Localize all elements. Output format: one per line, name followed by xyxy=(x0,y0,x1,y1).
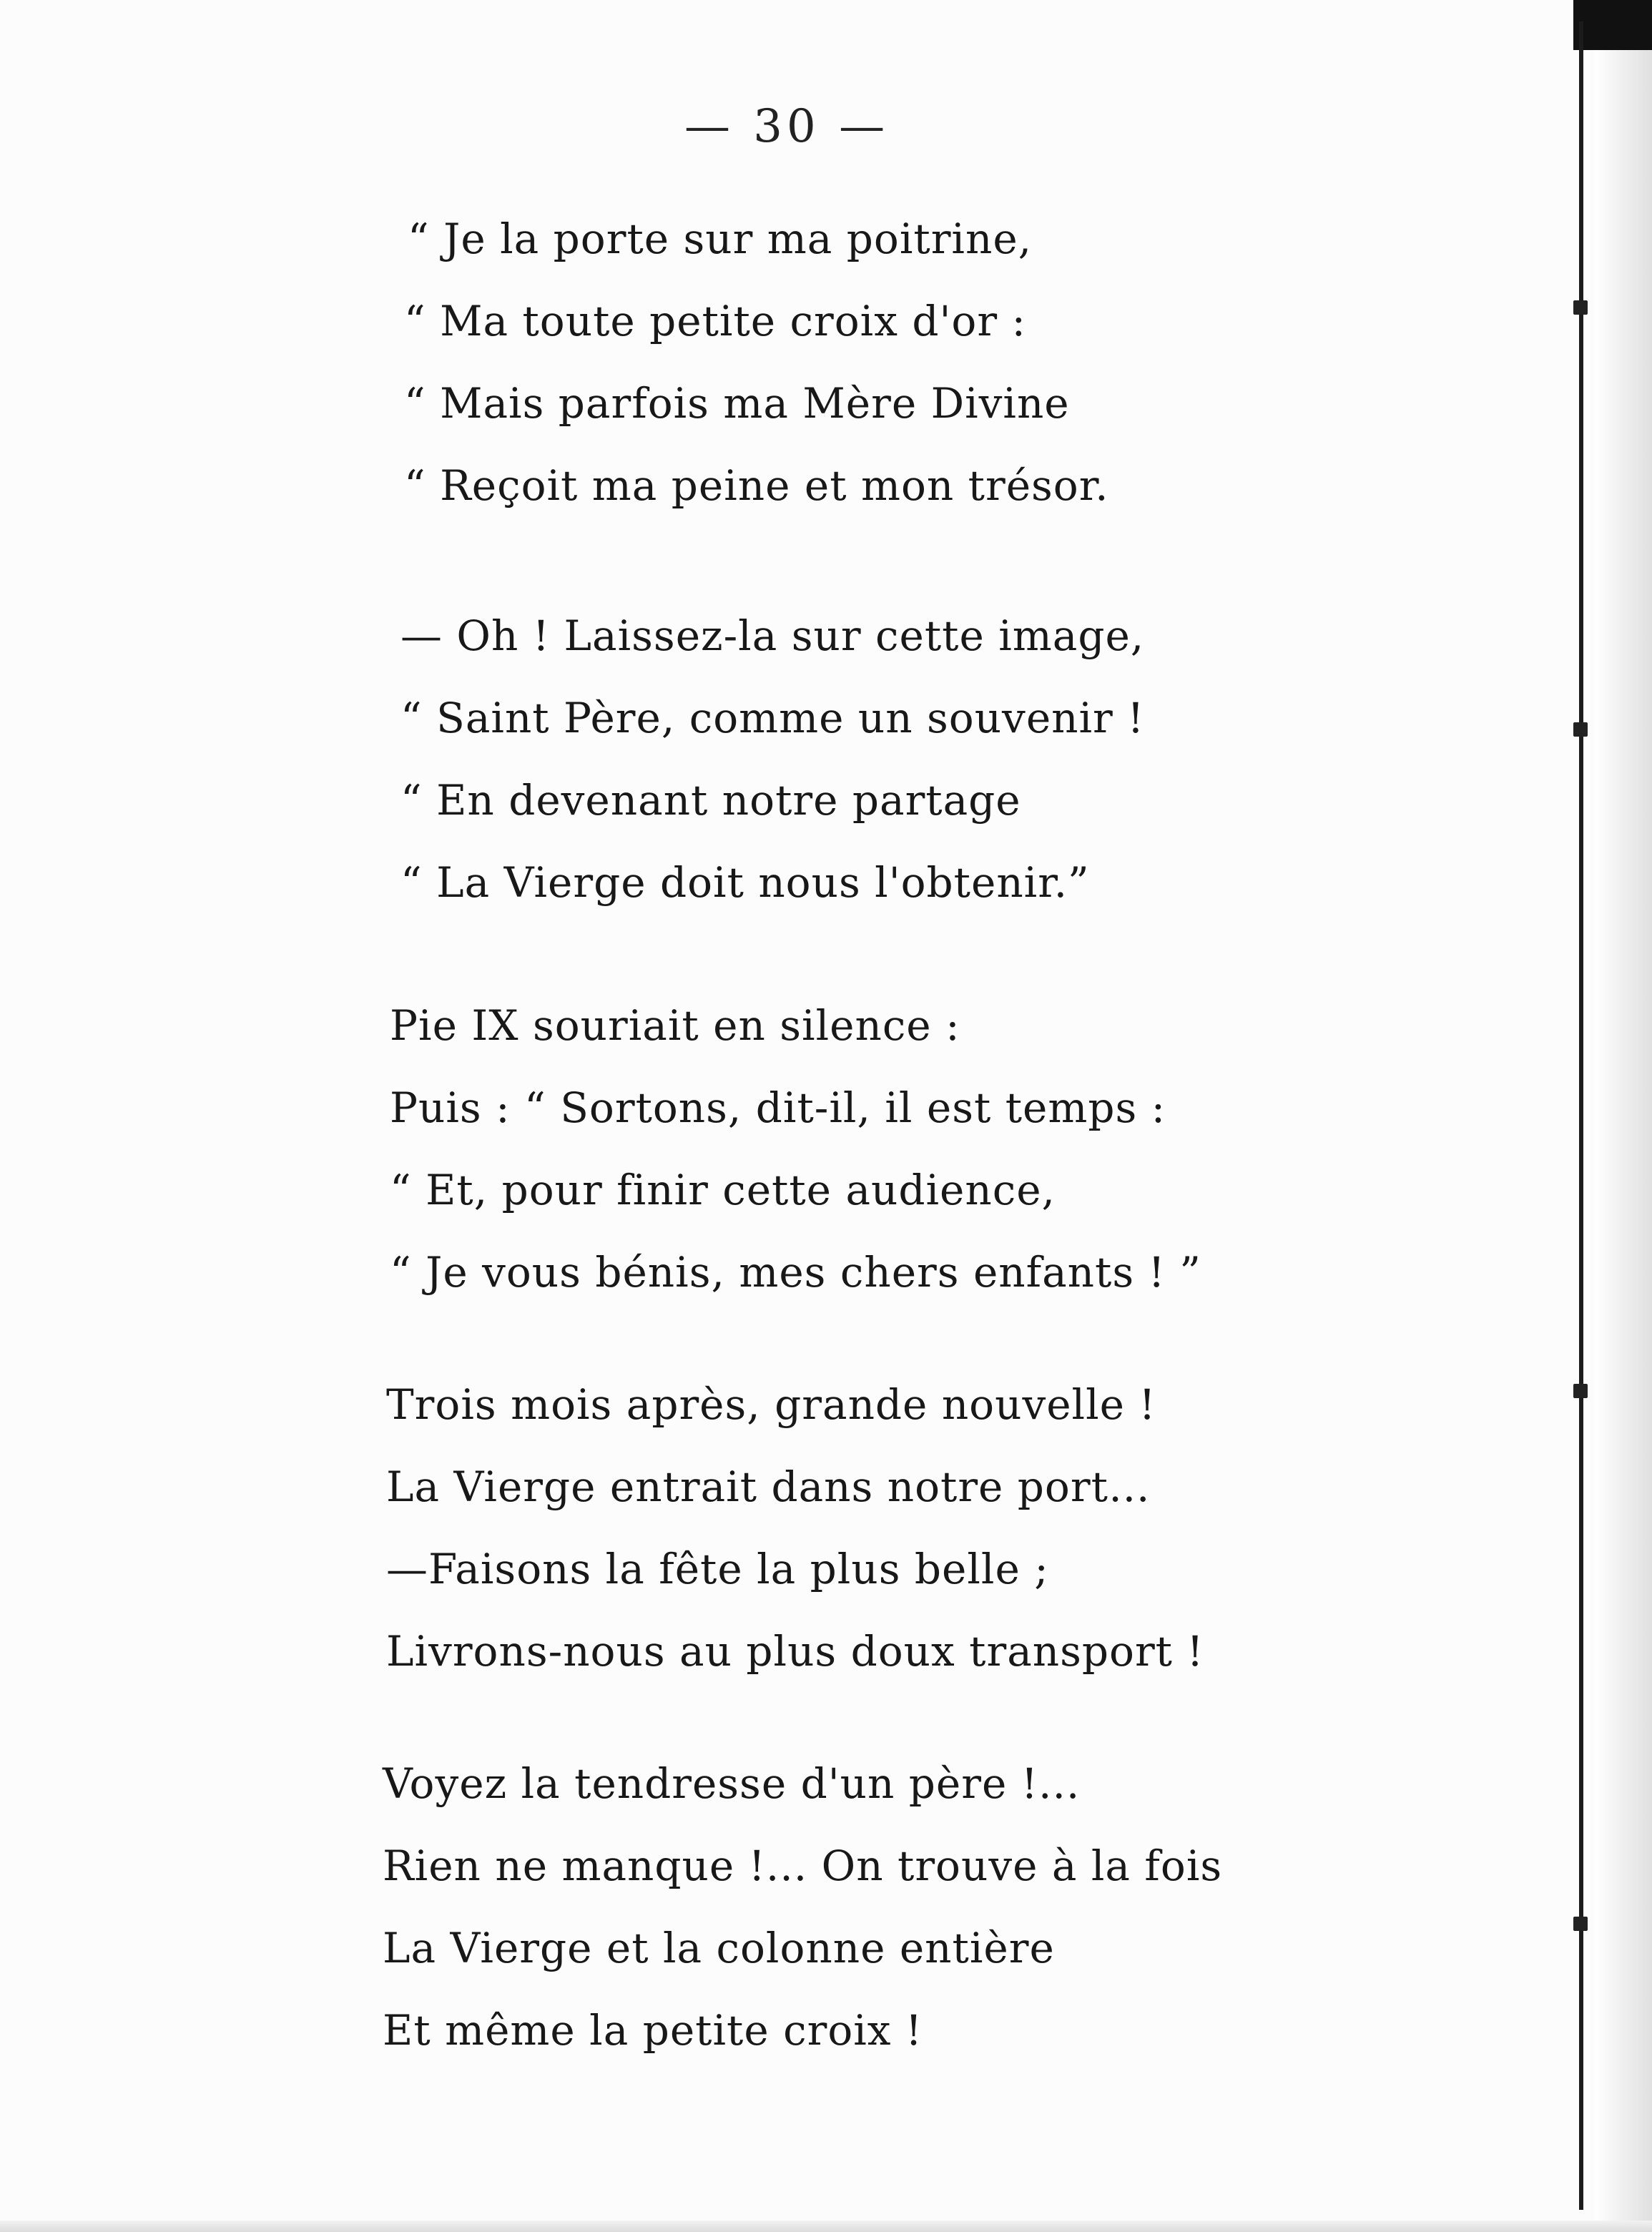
page-number: — 30 — xyxy=(684,100,890,153)
verse-line: Pie IX souriait en silence : xyxy=(390,1001,960,1050)
verse-line: La Vierge entrait dans notre port… xyxy=(386,1462,1151,1511)
verse-line: “ Saint Père, comme un souvenir ! xyxy=(400,694,1145,742)
verse-line: “ Je vous bénis, mes chers enfants ! ” xyxy=(390,1248,1201,1297)
verse-line: — Oh ! Laissez-la sur cette image, xyxy=(400,611,1145,660)
verse-line: Et même la petite croix ! xyxy=(383,2006,923,2055)
verse-line: —Faisons la fête la plus belle ; xyxy=(386,1545,1049,1593)
margin-mark xyxy=(1573,1384,1588,1398)
verse-line: Puis : “ Sortons, dit-il, il est temps : xyxy=(390,1083,1166,1132)
margin-mark xyxy=(1573,300,1588,315)
verse-line: “ La Vierge doit nous l'obtenir.” xyxy=(400,858,1090,907)
verse-line: Rien ne manque !... On trouve à la fois xyxy=(383,1842,1223,1890)
verse-line: “ Et, pour finir cette audience, xyxy=(390,1166,1056,1214)
verse-line: “ En devenant notre partage xyxy=(400,776,1021,825)
margin-mark xyxy=(1573,1917,1588,1931)
verse-line: Livrons-nous au plus doux transport ! xyxy=(386,1627,1204,1676)
verse-line: “ Je la porte sur ma poitrine, xyxy=(408,215,1033,263)
page-corner-shadow xyxy=(1573,0,1652,50)
verse-line: Voyez la tendresse d'un père !... xyxy=(383,1759,1081,1808)
verse-line: “ Mais parfois ma Mère Divine xyxy=(404,379,1070,428)
verse-line: Trois mois après, grande nouvelle ! xyxy=(386,1380,1156,1429)
page-bottom-edge xyxy=(0,2221,1652,2232)
margin-mark xyxy=(1573,722,1588,737)
spine-line xyxy=(1579,21,1583,2210)
page-binding-edge xyxy=(1595,0,1652,2232)
verse-line: “ Reçoit ma peine et mon trésor. xyxy=(404,461,1109,510)
verse-line: “ Ma toute petite croix d'or : xyxy=(404,297,1027,345)
verse-line: La Vierge et la colonne entière xyxy=(383,1924,1055,1972)
